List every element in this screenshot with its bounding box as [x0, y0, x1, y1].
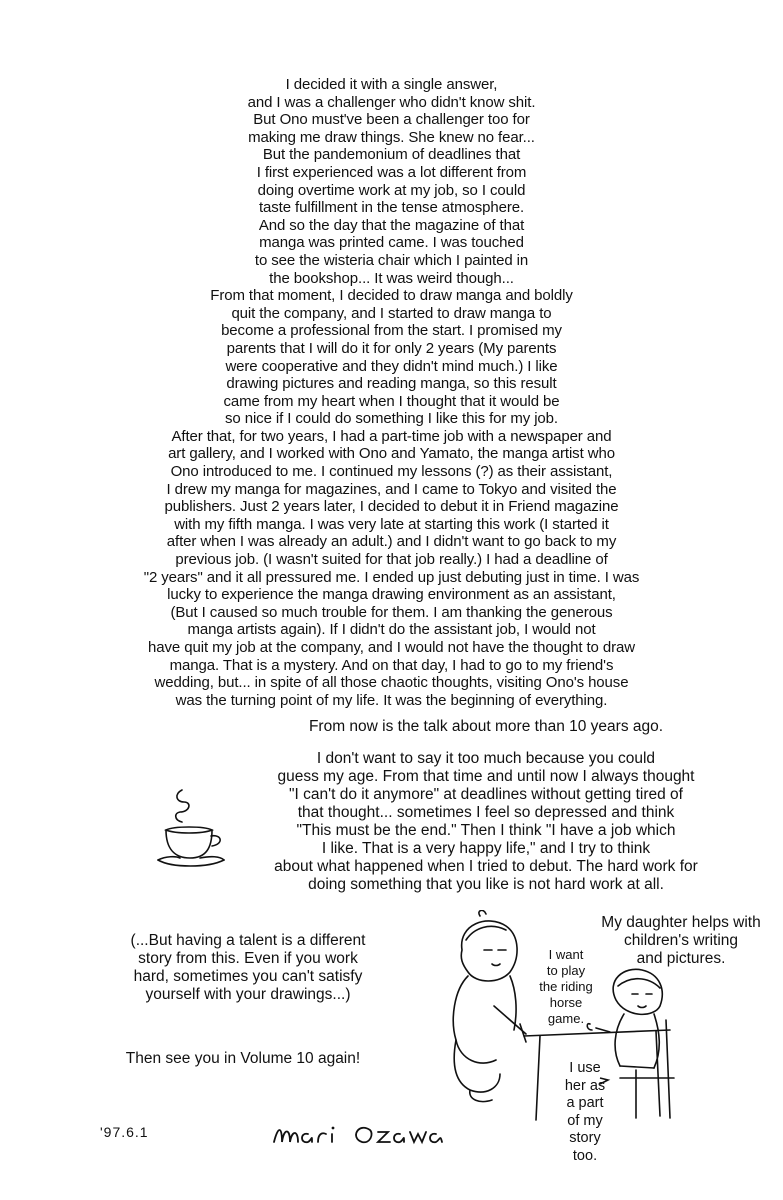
text-line: become a professional from the start. I promised my [221, 322, 562, 340]
text-line: quit the company, and I started to draw manga to [231, 304, 552, 322]
text-line: (But I caused so much trouble for them. I am thanking the generous [170, 603, 613, 621]
text-line: horse [549, 995, 583, 1010]
text-line: the riding [539, 979, 593, 994]
text-line: (...But having a talent is a different [130, 932, 366, 949]
text-line: From that moment, I decided to draw manga and boldly [210, 287, 573, 305]
text-line: I use [569, 1060, 601, 1076]
text-line: My daughter helps with [601, 914, 761, 931]
text-line: so nice if I could do something I like this for my job. [225, 410, 558, 428]
text-line: "2 years" and it all pressured me. I ended up just debuting just in time. I was [143, 568, 640, 586]
talk-section [236, 718, 736, 894]
date-text: '97.6.1 [100, 1124, 149, 1140]
text-line: her as [564, 1077, 606, 1094]
talk-heading: From now is the talk about more than 10 years ago. [308, 718, 664, 735]
text-line: that thought... sometimes I feel so depressed and think [297, 804, 675, 821]
text-line: yourself with your drawings...) [145, 986, 351, 1003]
text-line: doing overtime work at my job, so I could [257, 181, 526, 199]
text-line: the bookshop... It was weird though... [269, 269, 514, 287]
text-line: wedding, but... in spite of all those chaotic thoughts, visiting Ono's house [154, 674, 629, 692]
text-line: I want [548, 947, 584, 962]
text-line: and pictures. [636, 950, 726, 967]
text-line: I like. That is a very happy life," and I try to think [321, 840, 651, 857]
text-line: and I was a challenger who didn't know shit. [247, 93, 536, 111]
text-line: was the turning point of my life. It was the beginning of everything. [175, 691, 608, 709]
main-paragraph [60, 76, 723, 709]
text-line: about what happened when I tried to debut. The hard work for [274, 858, 698, 875]
text-line: a part [566, 1095, 604, 1111]
text-line: taste fulfillment in the tense atmosphere. [258, 199, 525, 217]
text-line: parents that I will do it for only 2 years (My parents [226, 339, 557, 357]
text-line: Ono introduced to me. I continued my lessons (?) as their assistant, [170, 463, 613, 481]
text-line: to play [546, 963, 586, 978]
text-line: have quit my job at the company, and I would not have the thought to draw [148, 639, 635, 656]
author-daughter-illustration [440, 910, 690, 1130]
text-line: manga artists again). If I didn't do the assistant job, I would not [187, 621, 596, 639]
text-line: drawing pictures and reading manga, so this result [226, 375, 557, 393]
text-line: previous job. (I wasn't suited for that job really.) I had a deadline of [175, 551, 608, 569]
text-line: hard, sometimes you can't satisfy [133, 968, 363, 985]
text-line: after when I was already an adult.) and I didn't want to go back to my [166, 533, 617, 551]
text-line: After that, for two years, I had a part-time job with a newspaper and [171, 427, 612, 445]
text-line: guess my age. From that time and until now I always thought [277, 768, 695, 785]
text-line: making me draw things. She knew no fear... [248, 128, 535, 146]
text-line: publishers. Just 2 years later, I decided to debut it in Friend magazine [164, 498, 619, 516]
text-line: "I can't do it anymore" at deadlines without getting tired of [289, 786, 683, 803]
talent-note [88, 932, 408, 1004]
text-line: And so the day that the magazine of that [258, 216, 525, 234]
text-line: came from my heart when I thought that it would be [223, 392, 560, 410]
text-line: story [569, 1130, 601, 1146]
text-line: manga. That is a mystery. And on that day, I had to go to my friend's [169, 656, 614, 674]
text-line: with my fifth manga. I was very late at starting this work (I started it [174, 515, 609, 533]
text-line: too. [572, 1147, 598, 1164]
text-line: were cooperative and they didn't mind much.) I like [225, 357, 558, 375]
text-line: "This must be the end." Then I think "I have a job which [296, 822, 676, 839]
coffee-cup-icon [152, 782, 232, 874]
text-line: doing something that you like is not hard work at all. [308, 876, 664, 893]
signature [270, 1112, 450, 1156]
text-line: I don't want to say it too much because you could [316, 750, 656, 767]
text-line: But the pandemonium of deadlines that [262, 146, 521, 164]
farewell-text: Then see you in Volume 10 again! [125, 1050, 361, 1067]
text-line: of my [567, 1112, 603, 1129]
text-line: I first experienced was a lot different from [256, 163, 527, 181]
text-line: manga was printed came. I was touched [259, 234, 524, 252]
text-line: I decided it with a single answer, [285, 76, 498, 93]
text-line: story from this. Even if you work [138, 950, 358, 967]
text-line: lucky to experience the manga drawing environment as an assistant, [167, 586, 616, 604]
text-line: game. [547, 1011, 585, 1026]
text-line: art gallery, and I worked with Ono and Yamato, the manga artist who [168, 445, 615, 463]
text-line: I drew my manga for magazines, and I came to Tokyo and visited the [166, 480, 617, 498]
text-line: to see the wisteria chair which I painted in [254, 251, 529, 269]
text-line: children's writing [623, 932, 739, 949]
text-line: But Ono must've been a challenger too for [253, 111, 530, 129]
